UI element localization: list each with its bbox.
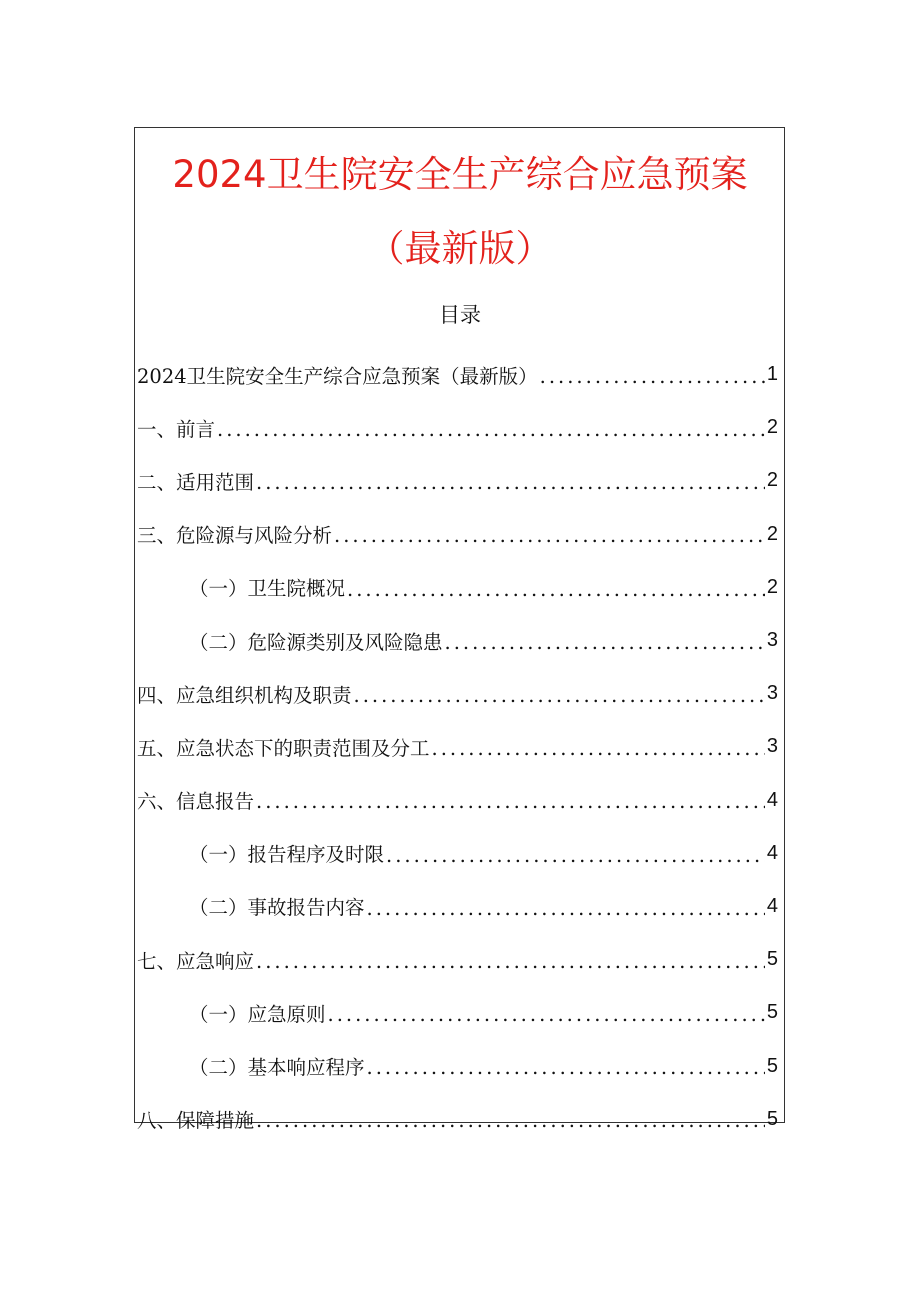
toc-entry[interactable]	[137, 614, 778, 667]
toc-leader-dots	[256, 469, 765, 493]
toc-leader-dots	[386, 842, 765, 866]
toc-entry[interactable]	[137, 667, 778, 720]
toc-entry[interactable]	[137, 827, 778, 880]
toc-leader-dots	[445, 629, 765, 653]
toc-entry[interactable]	[137, 454, 778, 507]
toc-entry-page: 4	[766, 841, 778, 864]
toc-entry-page: 1	[766, 363, 778, 386]
toc-entry-page: 5	[766, 1107, 778, 1130]
toc-leader-dots	[334, 522, 765, 546]
toc-entry-page: 2	[766, 416, 778, 439]
toc-entry-page: 2	[766, 469, 778, 492]
toc-entry-label: （一）报告程序及时限	[189, 843, 385, 867]
toc-entry[interactable]	[137, 774, 778, 827]
toc-leader-dots	[367, 1054, 765, 1078]
toc-entry[interactable]	[137, 508, 778, 561]
toc-leader-dots	[328, 1001, 765, 1025]
toc-entry[interactable]	[137, 933, 778, 986]
toc-entry-page: 5	[766, 1001, 778, 1024]
toc-entry-label: 四、应急组织机构及职责	[137, 683, 352, 707]
toc-entry-label: 七、应急响应	[137, 949, 255, 973]
toc-entry-label: （二）基本响应程序	[189, 1056, 365, 1080]
toc-leader-dots	[256, 1107, 765, 1131]
toc-entry[interactable]	[137, 401, 778, 454]
toc-entry-label: 六、信息报告	[137, 790, 255, 814]
toc-entry-page: 2	[766, 575, 778, 598]
toc-entry[interactable]	[137, 986, 778, 1039]
toc-entry-label: 一、前言	[137, 417, 216, 441]
toc-entry-label: （一）卫生院概况	[189, 577, 346, 601]
toc-leader-dots	[256, 948, 765, 972]
toc-entry-page: 4	[766, 788, 778, 811]
toc-heading: 目录	[439, 303, 481, 327]
toc-entry-label: 三、危险源与风险分析	[137, 524, 333, 548]
toc-entry-page: 3	[766, 735, 778, 758]
toc-leader-dots	[432, 735, 765, 759]
toc-entry[interactable]	[137, 1039, 778, 1092]
toc-entry-label: （一）应急原则	[189, 1002, 326, 1026]
toc-entry-label: （二）事故报告内容	[189, 896, 365, 920]
toc-leader-dots	[347, 576, 765, 600]
toc-entry[interactable]	[137, 561, 778, 614]
toc-entry-page: 2	[766, 522, 778, 545]
toc-entry-page: 5	[766, 948, 778, 971]
toc-leader-dots	[367, 895, 765, 919]
table-of-contents	[137, 348, 778, 1146]
toc-entry[interactable]	[137, 348, 778, 401]
toc-entry[interactable]	[137, 880, 778, 933]
toc-leader-dots	[256, 788, 765, 812]
toc-entry-page: 3	[766, 629, 778, 652]
toc-leader-dots	[217, 416, 765, 440]
toc-entry-label: 八、保障措施	[137, 1109, 255, 1133]
document-subtitle: （最新版）	[367, 227, 553, 270]
toc-entry[interactable]	[137, 720, 778, 773]
toc-entry-label: 2024卫生院安全生产综合应急预案（最新版）	[137, 364, 538, 388]
toc-leader-dots	[354, 682, 765, 706]
toc-entry[interactable]	[137, 1093, 778, 1146]
toc-entry-page: 3	[766, 682, 778, 705]
toc-entry-page: 4	[766, 894, 778, 917]
toc-entry-page: 5	[766, 1054, 778, 1077]
document-title: 2024卫生院安全生产综合应急预案	[172, 153, 748, 196]
toc-entry-label: 二、适用范围	[137, 470, 255, 494]
toc-entry-label: 五、应急状态下的职责范围及分工	[137, 736, 430, 760]
toc-entry-label: （二）危险源类别及风险隐患	[189, 630, 443, 654]
toc-leader-dots	[540, 363, 765, 387]
